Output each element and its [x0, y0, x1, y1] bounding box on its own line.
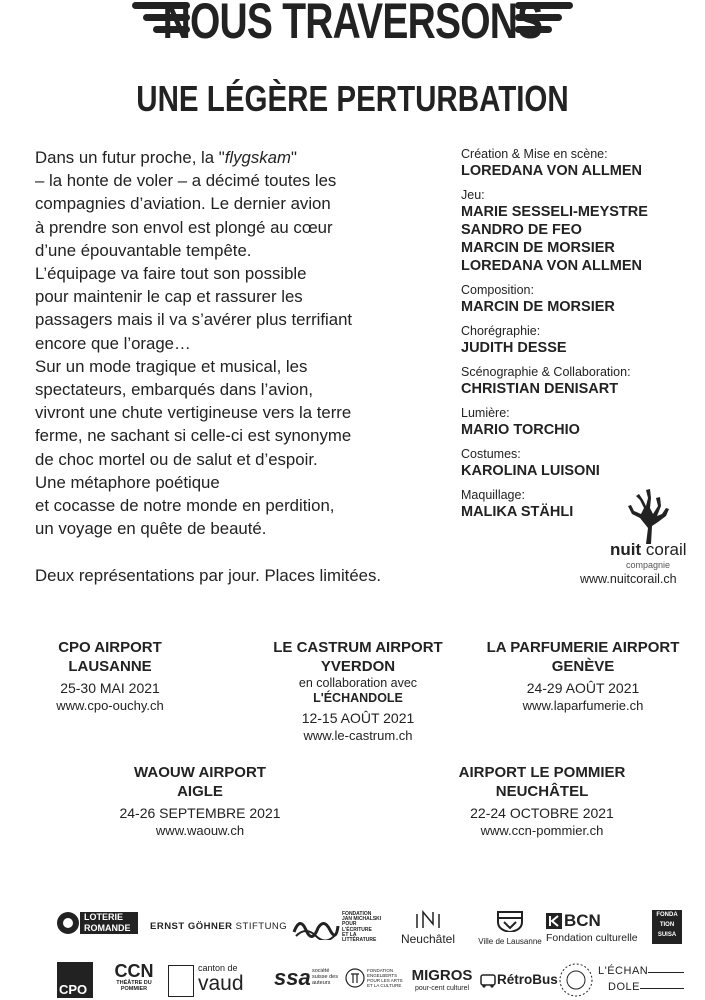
venue-name: LE CASTRUM AIRPORT [273, 639, 443, 656]
credit-role: Lumière: [461, 406, 510, 420]
stamp-seal-icon [558, 962, 594, 998]
credit-lighting [461, 405, 701, 439]
synopsis-line: pour maintenir le cap et rassurer les [35, 287, 303, 307]
credit-name: MARIO TORCHIO [461, 422, 580, 438]
synopsis-line: ferme, ne sachant si celle-ci est synonyme [35, 426, 352, 446]
synopsis-line: d’une épouvantable tempête. [35, 240, 252, 260]
loterie-circle-icon [57, 912, 79, 934]
venue-date: 22-24 OCTOBRE 2021 [470, 805, 614, 821]
bus-icon [480, 974, 496, 988]
credit-role: Création & Mise en scène: [461, 147, 608, 161]
venue-partner: L'ÉCHANDOLE [313, 691, 403, 705]
venue-name: WAOUW AIRPORT [134, 764, 266, 781]
credit-direction [461, 146, 701, 180]
venue-aigle [90, 763, 310, 839]
credit-name: MARCIN DE MORSIER [461, 299, 615, 315]
venue-city: YVERDON [320, 658, 396, 675]
venue-neuchatel [422, 763, 662, 839]
bcn-logo: BCN Fondation culturelle [546, 911, 638, 944]
engelberts-emblem-icon [345, 968, 365, 988]
synopsis [35, 146, 435, 540]
credit-cast [461, 187, 701, 275]
credit-composition [461, 282, 701, 316]
synopsis-line: de choc mortel ou de salut et d’espoir. [35, 449, 318, 469]
venue-yverdon [243, 638, 473, 744]
performances-note: Deux représentations par jour. Places limitées. [35, 566, 382, 585]
logo-text: LOTERIE [84, 912, 124, 922]
synopsis-line: un voyage en quête de beauté. [35, 519, 267, 539]
credit-scenography [461, 364, 701, 398]
synopsis-line: vivront une chute vertigineuse vers la terre [35, 403, 352, 423]
canton-de-vaud-logo: canton de vaud [198, 963, 244, 995]
venue-city: LAUSANNE [68, 658, 152, 675]
neuchatel-emblem-icon [413, 910, 443, 928]
venue-city: AIGLE [177, 783, 223, 800]
credit-name: MARIE SESSELI-MEYSTRE [461, 204, 648, 220]
ville-de-lausanne-logo: Ville de Lausanne [470, 910, 550, 944]
credit-name: CHRISTIAN DENISART [461, 381, 619, 397]
company-subtitle: compagnie [626, 560, 671, 570]
venue-url[interactable]: www.le-castrum.ch [303, 728, 413, 743]
ccn-logo: CCN THÉÂTRE DU POMMIER [114, 961, 154, 992]
venue-date: 12-15 AOÛT 2021 [301, 710, 415, 726]
lausanne-crest-icon [494, 910, 526, 932]
credit-costumes [461, 446, 701, 480]
credit-name: KAROLINA LUISONI [461, 463, 600, 479]
credit-name: JUDITH DESSE [461, 340, 567, 356]
migros-logo: MIGROS pour-cent culturel [411, 967, 473, 992]
loterie-romande-logo [57, 912, 137, 940]
credit-name: SANDRO DE FEO [461, 222, 582, 238]
logo-text: ROMANDE [84, 923, 131, 933]
credit-role: Jeu: [461, 188, 485, 202]
venue-geneve [473, 638, 693, 714]
handwriting-icon [292, 912, 340, 940]
retrobus-logo: RétroBus [480, 972, 552, 994]
venue-url[interactable]: www.ccn-pommier.ch [480, 823, 604, 838]
company-name: nuit corail [610, 540, 687, 559]
neuchatel-logo: Neuchâtel [398, 910, 458, 944]
synopsis-line: compagnies d’aviation. Le dernier avion [35, 194, 331, 214]
company-url[interactable]: www.nuitcorail.ch [580, 572, 677, 586]
coral-icon [622, 488, 674, 544]
credits [461, 146, 701, 528]
fondation-suisa-logo: FONDA TION SUISA [652, 910, 682, 944]
coat-of-arms-icon [168, 965, 194, 997]
credit-role: Scénographie & Collaboration: [461, 365, 631, 379]
credit-role: Composition: [461, 283, 534, 297]
synopsis-line: passagers mais il va s’avérer plus terrifiant [35, 310, 353, 330]
venue-name: LA PARFUMERIE AIRPORT [486, 639, 680, 656]
synopsis-line: et cocasse de notre monde en perdition, [35, 496, 335, 516]
credit-role: Chorégraphie: [461, 324, 541, 338]
ssa-logo: ssa société suisse des auteurs [274, 965, 338, 990]
credit-name: MARCIN DE MORSIER [461, 240, 615, 256]
venue-name: AIRPORT LE POMMIER [458, 764, 626, 781]
synopsis-line: à prendre son envol est plongé au cœur [35, 217, 333, 237]
page-subtitle: UNE LÉGÈRE PERTURBATION [136, 78, 569, 119]
synopsis-line: L’équipage va faire tout son possible [35, 264, 307, 284]
venue-date: 24-26 SEPTEMBRE 2021 [119, 805, 281, 821]
venue-date: 24-29 AOÛT 2021 [526, 680, 640, 696]
venue-url[interactable]: www.cpo-ouchy.ch [56, 698, 164, 713]
venue-url[interactable]: www.laparfumerie.ch [522, 698, 644, 713]
fondation-jan-michalski-logo: FONDATION JAN MICHALSKI POUR L'ÉCRITURE ET LA LITTÉRATURE [292, 912, 392, 942]
synopsis-line: Une métaphore poétique [35, 472, 220, 492]
credit-name: LOREDANA VON ALLMEN [461, 163, 642, 179]
cpo-logo: CPO [57, 962, 93, 998]
synopsis-line: Sur un mode tragique et musical, les [35, 356, 308, 376]
credit-choreography [461, 323, 701, 357]
venue-city: NEUCHÂTEL [495, 783, 589, 800]
venue-url[interactable]: www.waouw.ch [155, 823, 245, 838]
synopsis-line: spectateurs, embarqués dans l’avion, [35, 380, 313, 400]
credit-name: LOREDANA VON ALLMEN [461, 258, 642, 274]
credit-name: MALIKA STÄHLI [461, 504, 574, 520]
synopsis-line: Dans un futur proche, la "flygskam" [35, 148, 297, 167]
venue-city: GENÈVE [551, 658, 615, 675]
synopsis-line: encore que l’orage… [35, 333, 191, 353]
venue-name: CPO AIRPORT [58, 639, 162, 656]
ernst-gohner-logo: ERNST GÖHNER STIFTUNG [150, 921, 288, 932]
synopsis-line: – la honte de voler – a décimé toutes les [35, 171, 337, 191]
echandole-logo: L'ÉCHAN DOLE [598, 965, 688, 999]
venue-date: 25-30 MAI 2021 [60, 680, 160, 696]
venue-lausanne [10, 638, 210, 714]
bcn-k-icon [546, 913, 562, 929]
credit-role: Costumes: [461, 447, 521, 461]
fondation-engelberts-logo: FONDATION ENGELBERTS POUR LES ARTS ET LA CULTURE [345, 966, 405, 996]
page-title: NOUS TRAVERSONS [162, 0, 543, 49]
credit-role: Maquillage: [461, 488, 525, 502]
venue-collab: en collaboration avec [298, 676, 418, 690]
